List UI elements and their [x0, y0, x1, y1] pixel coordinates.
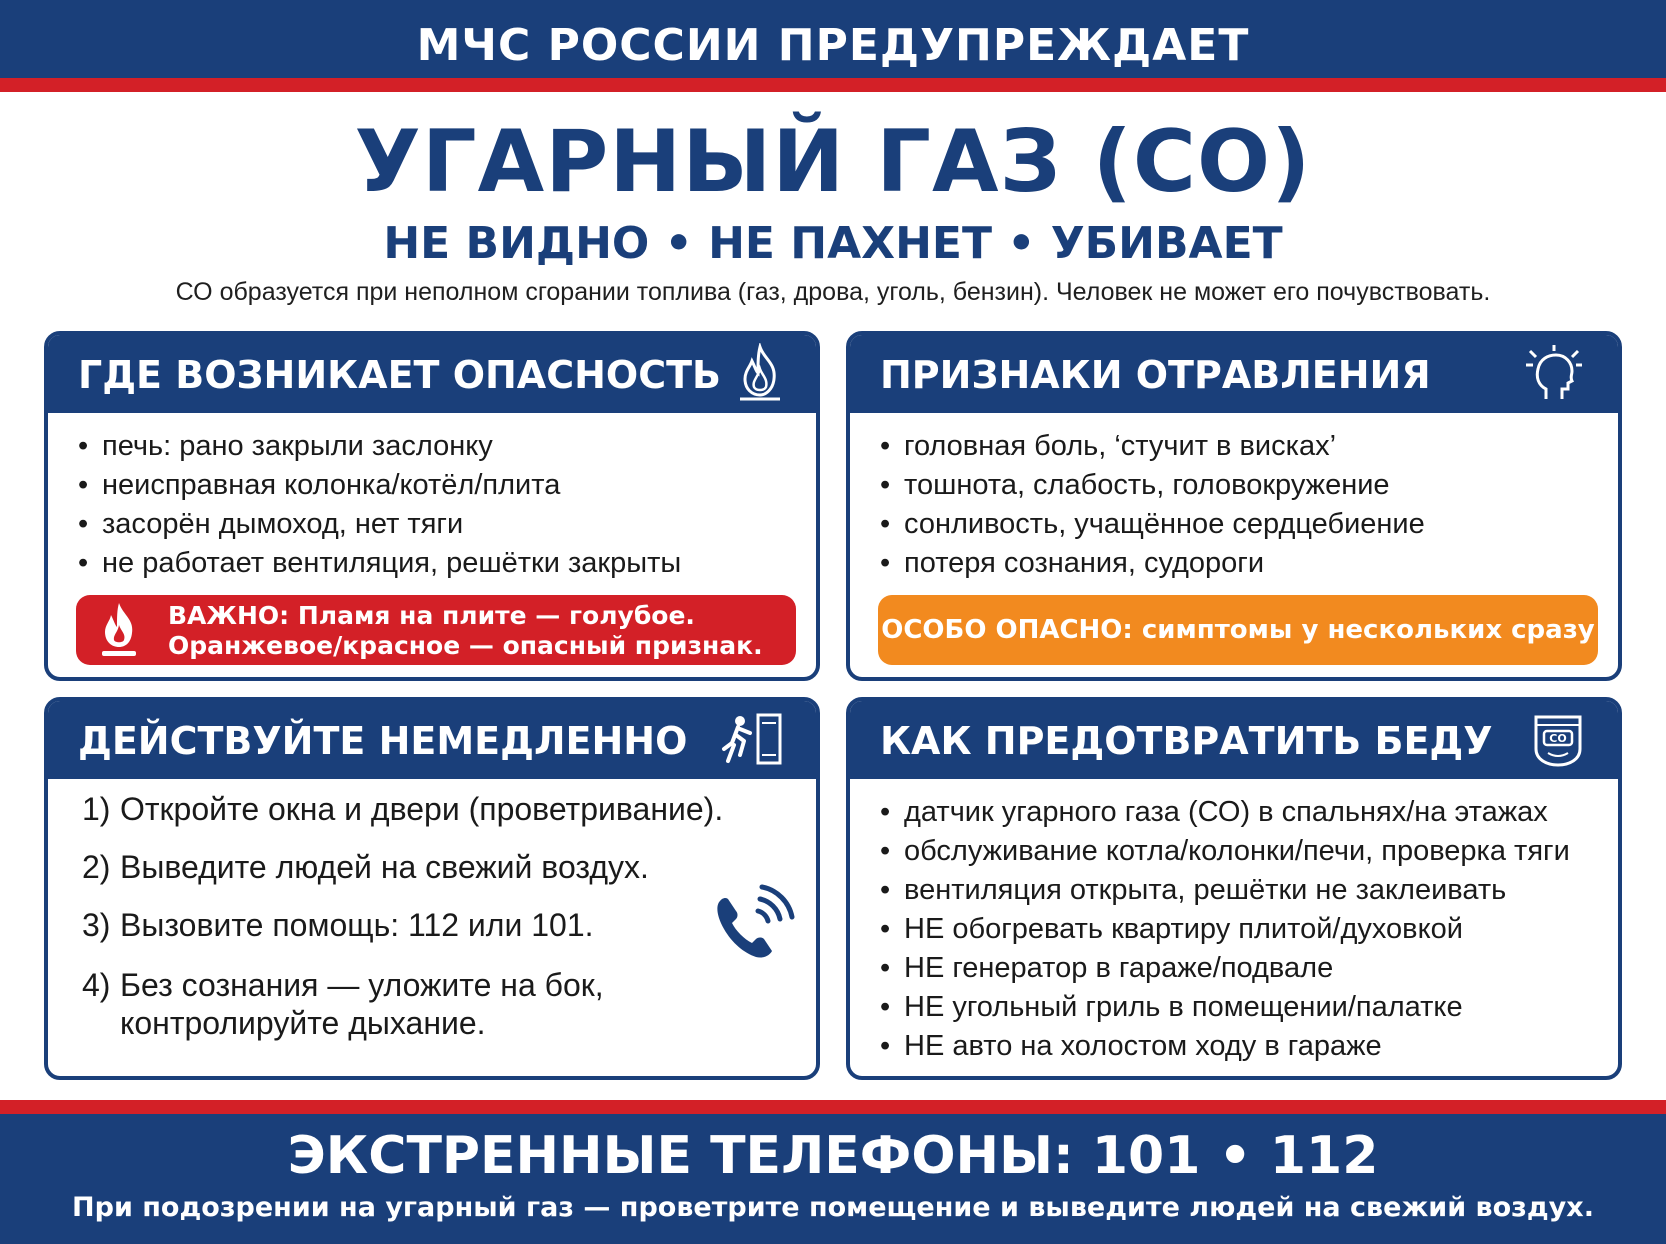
- head-pain-icon: [1522, 343, 1586, 403]
- intro-text: СО образуется при неполном сгорании топлива (газ, дрова, уголь, бензин). Человек не может его почувствовать.: [175, 278, 1491, 306]
- footer-note: При подозрении на угарный газ — проветрите помещение и выведите людей на свежий воздух.: [72, 1192, 1594, 1223]
- flame-warning-line1: ВАЖНО: Пламя на плите — голубое.: [168, 601, 695, 630]
- step-number: 3): [82, 907, 111, 943]
- phone-icon: [706, 881, 796, 971]
- flame-icon: [96, 601, 142, 659]
- symptoms-card-header: [850, 335, 1618, 413]
- list-item: • тошнота, слабость, головокружение: [880, 466, 1598, 505]
- symptoms-card: [846, 331, 1622, 681]
- danger-card-header: [48, 335, 816, 413]
- page-title: УГАРНЫЙ ГАЗ (СО): [354, 112, 1312, 212]
- list-item: • датчик угарного газа (СО) в спальнях/на этажах: [880, 793, 1598, 832]
- step-number: 1): [82, 791, 111, 827]
- agency-title: МЧС РОССИИ ПРЕДУПРЕЖДАЕТ: [416, 20, 1250, 71]
- list-item: • засорён дымоход, нет тяги: [78, 505, 796, 544]
- actions-card: [44, 697, 820, 1080]
- symptoms-card-title: ПРИЗНАКИ ОТРАВЛЕНИЯ: [880, 353, 1431, 397]
- step-text: Вызовите помощь: 112 или 101.: [120, 907, 594, 943]
- prevention-card: [846, 697, 1622, 1080]
- danger-card-title: ГДЕ ВОЗНИКАЕТ ОПАСНОСТЬ: [78, 353, 721, 397]
- red-stripe-bottom: [0, 1100, 1666, 1114]
- actions-card-header: [48, 701, 816, 779]
- list-item: • сонливость, учащённое сердцебиение: [880, 505, 1598, 544]
- danger-list: [78, 427, 796, 583]
- list-item: • головная боль, ‘стучит в висках’: [880, 427, 1598, 466]
- list-item: • НЕ обогревать квартиру плитой/духовкой: [880, 910, 1598, 949]
- fire-icon: [728, 343, 792, 403]
- prevention-card-header: [850, 701, 1618, 779]
- actions-card-title: ДЕЙСТВУЙТЕ НЕМЕДЛЕННО: [78, 719, 688, 763]
- list-item: • обслуживание котла/колонки/печи, проверка тяги: [880, 832, 1598, 871]
- danger-card: [44, 331, 820, 681]
- step-number: 2): [82, 849, 111, 885]
- list-item: • потеря сознания, судороги: [880, 544, 1598, 583]
- svg-text:CO: CO: [1549, 732, 1567, 745]
- list-item: • НЕ авто на холостом ходу в гараже: [880, 1027, 1598, 1066]
- emergency-phones: ЭКСТРЕННЫЕ ТЕЛЕФОНЫ: 101 • 112: [287, 1126, 1379, 1186]
- step-text: Без сознания — уложите на бок,: [120, 967, 604, 1003]
- list-item: • вентиляция открыта, решётки не заклеивать: [880, 871, 1598, 910]
- step-text-continued: контролируйте дыхание.: [120, 1005, 486, 1041]
- emergency-exit-icon: [720, 709, 784, 769]
- flame-warning-box: [76, 595, 796, 665]
- prevention-list: [880, 793, 1598, 1066]
- co-detector-icon: [1526, 709, 1590, 769]
- list-item: • не работает вентиляция, решётки закрыты: [78, 544, 796, 583]
- flame-warning-line2: Оранжевое/красное — опасный признак.: [168, 631, 763, 660]
- symptoms-warning-box: ОСОБО ОПАСНО: симптомы у нескольких сразу: [878, 595, 1598, 665]
- list-item: • печь: рано закрыли заслонку: [78, 427, 796, 466]
- list-item: • НЕ угольный гриль в помещении/палатке: [880, 988, 1598, 1027]
- prevention-card-title: КАК ПРЕДОТВРАТИТЬ БЕДУ: [880, 719, 1493, 763]
- header-band: [0, 0, 1666, 78]
- page-subtitle: НЕ ВИДНО • НЕ ПАХНЕТ • УБИВАЕТ: [383, 218, 1283, 269]
- footer-band: [0, 1114, 1666, 1244]
- list-item: • неисправная колонка/котёл/плита: [78, 466, 796, 505]
- red-stripe-top: [0, 78, 1666, 92]
- step-text: Выведите людей на свежий воздух.: [120, 849, 649, 885]
- list-item: • НЕ генератор в гараже/подвале: [880, 949, 1598, 988]
- step-text: Откройте окна и двери (проветривание).: [120, 791, 724, 827]
- step-number: 4): [82, 967, 111, 1003]
- symptoms-list: [880, 427, 1598, 583]
